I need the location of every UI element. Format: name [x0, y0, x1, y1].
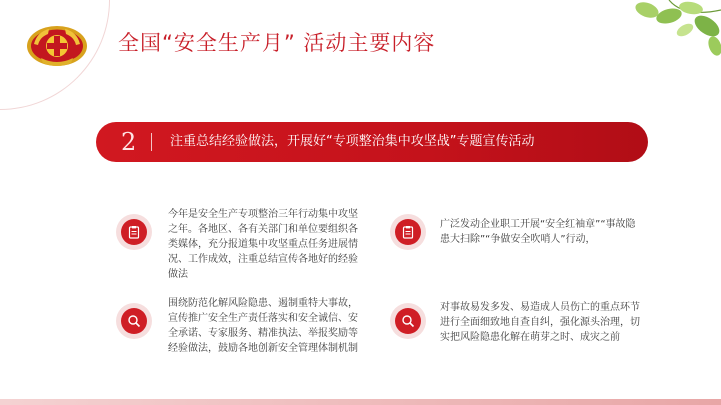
section-heading: 注重总结经验做法，开展好“专项整治集中攻坚战”专题宣传活动: [170, 134, 535, 149]
item-text: 围绕防范化解风险隐患、遏制重特大事故，宣传推广安全生产责任落实和安全诚信、安全承诺、专家服务、精准执法、举报奖励等经验做法，鼓励各地创新安全管理体制机制: [168, 298, 358, 354]
section-number: 2: [121, 128, 137, 156]
clipboard-icon: [395, 219, 421, 245]
clipboard-icon: [121, 219, 147, 245]
green-leaves-decoration: [629, 0, 721, 56]
section-banner: [96, 122, 648, 162]
search-icon: [395, 308, 421, 334]
item-text: 今年是安全生产专项整治三年行动集中攻坚之年。各地区、各有关部门和单位要组织各类媒体，充分报道集中攻坚重点任务进展情况、工作成效，注重总结宣传各地好的经验做法: [168, 209, 358, 280]
safety-emblem-logo: [25, 22, 89, 68]
search-icon: [121, 308, 147, 334]
footer-stripe: [0, 399, 721, 405]
page-title: 全国“安全生产月” 活动主要内容: [118, 31, 436, 55]
banner-divider: [151, 133, 152, 151]
item-text: 对事故易发多发、易造成人员伤亡的重点环节进行全面细致地自查自纠，强化源头治理，切实把风险隐患化解在萌芽之时、成灾之前: [440, 302, 640, 343]
item-text: 广泛发动企业职工开展“安全红袖章”“事故隐患大扫除”“争做安全吹哨人”行动，: [440, 219, 636, 245]
